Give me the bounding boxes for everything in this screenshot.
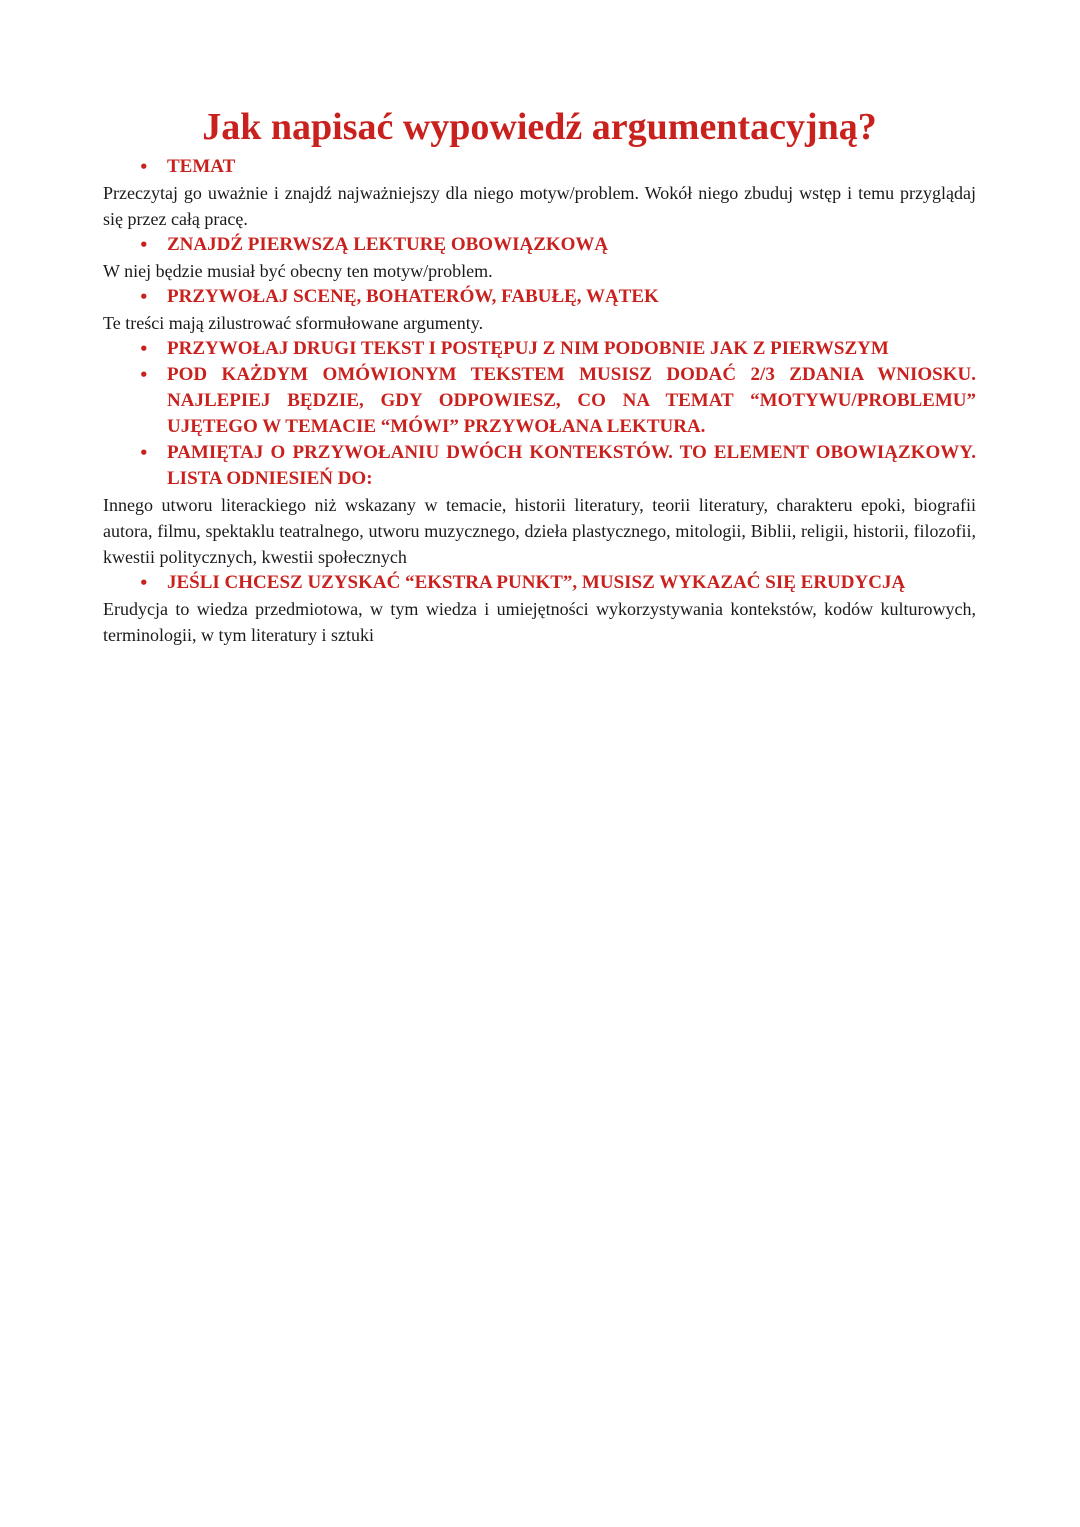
- bullet-dot-icon: •: [139, 574, 149, 592]
- bullet-dot-icon: •: [139, 236, 149, 254]
- bullet-conclusion: [103, 362, 976, 440]
- bullet-text: PRZYWOŁAJ SCENĘ, BOHATERÓW, FABUŁĘ, WĄTEK: [167, 286, 659, 307]
- bullet-temat: [103, 154, 976, 180]
- bullet-text: JEŚLI CHCESZ UZYSKAĆ “EKSTRA PUNKT”, MUSISZ WYKAZAĆ SIĘ ERUDYCJĄ: [167, 572, 906, 593]
- paragraph-contexts: Innego utworu literackiego niż wskazany w temacie, historii literatury, teorii literatury, charakteru epoki, biografii autora, filmu, spektaklu teatralnego, utworu muzycznego, dzieła plastycznego, mitologii, Biblii, religii, historii, filozofii, kwestii politycznych, kwestii społecznych: [103, 495, 976, 567]
- bullet-text: PRZYWOŁAJ DRUGI TEKST I POSTĘPUJ Z NIM PODOBNIE JAK Z PIERWSZYM: [167, 338, 889, 359]
- bullet-second-text: [103, 336, 976, 362]
- bullet-contexts: [103, 440, 976, 492]
- paragraph-first-reading: W niej będzie musiał być obecny ten motyw/problem.: [103, 261, 493, 281]
- paragraph-scene: Te treści mają zilustrować sformułowane argumenty.: [103, 313, 484, 333]
- bullet-extra-point: [103, 570, 976, 596]
- bullet-first-reading: [103, 232, 976, 258]
- bullet-text: TEMAT: [167, 156, 236, 177]
- bullet-text: ZNAJDŹ PIERWSZĄ LEKTURĘ OBOWIĄZKOWĄ: [167, 234, 609, 255]
- bullet-text: POD KAŻDYM OMÓWIONYM TEKSTEM MUSISZ DODAĆ 2/3 ZDANIA WNIOSKU. NAJLEPIEJ BĘDZIE, GDY ODPOWIESZ, CO NA TEMAT “MOTYWU/PROBLEMU” UJĘTEGO W TEMACIE “MÓWI” PRZYWOŁANA LEKTURA.: [167, 364, 976, 437]
- bullet-dot-icon: •: [139, 340, 149, 358]
- bullet-dot-icon: •: [139, 288, 149, 306]
- paragraph-erudition: Erudycja to wiedza przedmiotowa, w tym wiedza i umiejętności wykorzystywania kontekstów, kodów kulturowych, terminologii, w tym literatury i sztuki: [103, 599, 976, 645]
- bullet-dot-icon: •: [139, 366, 149, 384]
- paragraph-temat: Przeczytaj go uważnie i znajdź najważniejszy dla niego motyw/problem. Wokół niego zbuduj wstęp i temu przyglądaj się przez całą pracę.: [103, 183, 976, 229]
- bullet-scene: [103, 284, 976, 310]
- document-title: Jak napisać wypowiedź argumentacyjną?: [202, 106, 877, 148]
- document-content: [103, 104, 976, 648]
- bullet-dot-icon: •: [139, 444, 149, 462]
- bullet-dot-icon: •: [139, 158, 149, 176]
- bullet-text: PAMIĘTAJ O PRZYWOŁANIU DWÓCH KONTEKSTÓW. TO ELEMENT OBOWIĄZKOWY. LISTA ODNIESIEŃ DO:: [167, 442, 976, 489]
